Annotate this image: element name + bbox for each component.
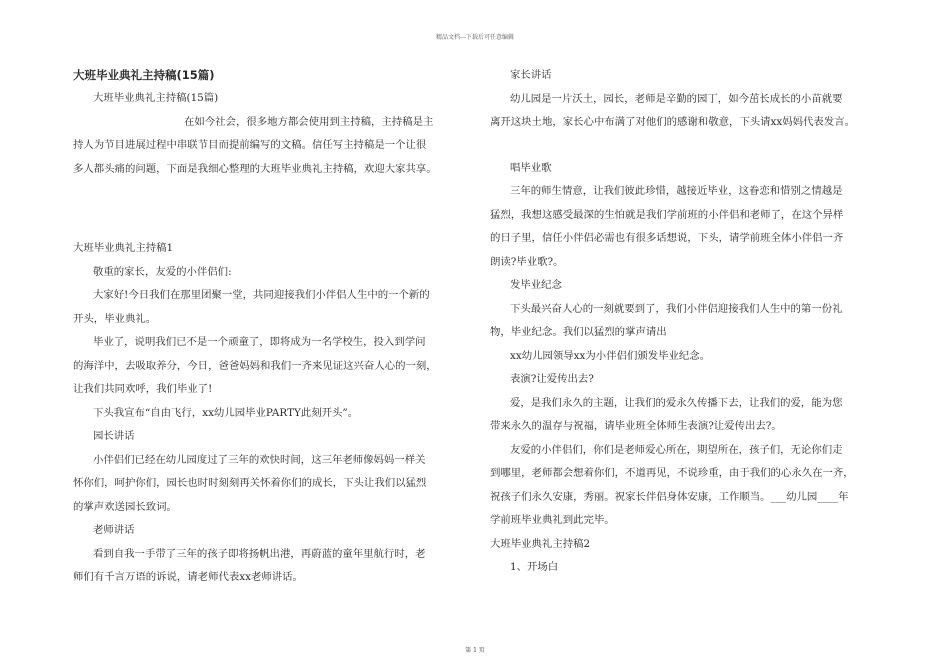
text-line: 在如今社会，很多地方都会使用到主持稿，主持稿是主 [184, 115, 434, 128]
text-line: 敬重的家长，友爱的小伴侣们: [93, 265, 232, 278]
text-line: 毕业了，说明我们已不是一个顽童了，即将成为一名学校生，投入到学问 [93, 336, 426, 348]
page-header: 精品文档---下载后可任意编辑 [435, 34, 515, 41]
text-line: 学前班毕业典礼到此完毕。 [490, 514, 615, 526]
text-line: 祝孩子们永久安康，秀丽。祝家长伴侣身体安康，工作顺当。___幼儿园____年 [490, 490, 849, 503]
document-title: 大班毕业典礼主持稿(15篇) [73, 68, 215, 82]
text-line: 家长讲话 [510, 69, 552, 81]
text-line: 带来永久的温存与祝福，请毕业班全体师生表演?让爱传出去?。 [490, 420, 782, 432]
text-line: 下头我宣布“自由飞行，xx幼儿园毕业PARTY此刻开头”。 [93, 406, 359, 419]
text-line: 看到自我一手带了三年的孩子即将扬帆出港，再蔚蓝的童年里航行时，老 [93, 547, 426, 560]
text-line: 发毕业纪念 [510, 279, 562, 291]
left-column [73, 64, 466, 590]
text-line: 下头最兴奋人心的一刻就要到了，我们小伴侣迎接我们人生中的第一份礼 [510, 302, 843, 315]
text-line: 师们有千言万语的诉说，请老师代表xx老师讲话。 [73, 571, 303, 583]
text-line: 爱，是我们永久的主题，让我们的爱永久传播下去，让我们的爱，能为您 [510, 396, 843, 409]
text-line: 幼儿园是一片沃土，园长，老师是辛勤的园丁，如今茁长成长的小苗就要 [510, 92, 843, 105]
text-line: 小伴侣们已经在幼儿园度过了三年的欢快时间，这三年老师像妈妈一样关 [93, 453, 426, 466]
text-line: 三年的师生情意，让我们彼此珍惜，越接近毕业，这眷恋和惜别之情越是 [510, 185, 843, 197]
right-column [490, 64, 885, 580]
text-line: 友爱的小伴侣们，你们是老师爱心所在，期望所在，孩子们，无论你们走 [510, 443, 843, 456]
text-line: 大班毕业典礼主持稿2 [490, 537, 591, 550]
text-line: 唱毕业歌 [510, 161, 552, 174]
spacer [73, 181, 466, 237]
text-line: 让我们共同欢呼，我们毕业了! [73, 383, 213, 395]
page-footer: 第 1 页 [465, 647, 485, 654]
text-line: 大班毕业典礼主持稿1 [73, 242, 174, 254]
text-line: 多人都头痛的问题，下面是我细心整理的大班毕业典礼主持稿，欢迎大家共享。 [73, 162, 437, 175]
text-line: 离开这块土地，家长心中布满了对他们的感谢和敬意，下头请xx妈妈代表发言。 [490, 116, 855, 128]
text-line: xx幼儿园领导xx为小伴侣们颁发毕业纪念。 [510, 349, 711, 362]
text-line: 老师讲话 [93, 524, 135, 536]
text-line: 持人为节目进展过程中串联节目而提前编写的文稿。信任写主持稿是一个让很 [73, 139, 427, 151]
text-line: 大家好!今日我们在那里团聚一堂，共同迎接我们小伴侣人生中的一个新的 [93, 289, 430, 301]
text-line: 的日子里，信任小伴侣必需也有很多话想说，下头，请学前班全体小伴侣一齐 [490, 232, 844, 244]
text-line: 开头，毕业典礼。 [73, 312, 157, 325]
text-line: 朗读?毕业歌?。 [490, 255, 564, 268]
text-line: 物，毕业纪念。我们以猛烈的掌声请出 [490, 326, 667, 338]
text-line: 怀你们，呵护你们，园长也时时刻刻再关怀着你们的成长，下头让我们以猛烈 [73, 477, 427, 489]
text-line: 大班毕业典礼主持稿(15篇) [93, 92, 219, 104]
spacer [490, 135, 885, 157]
text-line: 的海洋中，去吸取养分，今日，爸爸妈妈和我们一齐来见证这兴奋人心的一刻， [73, 359, 437, 372]
text-line: 到哪里，老师都会想着你们，不道再见，不说珍重，由于我们的心永久在一齐， [490, 467, 854, 479]
text-line: 园长讲话 [93, 430, 135, 442]
text-line: 表演?让爱传出去? [510, 373, 594, 385]
text-line: 1、开场白 [510, 561, 559, 573]
text-line: 的掌声欢送园长致词。 [73, 500, 177, 513]
text-line: 猛烈，我想这感受最深的生怕就是我们学前班的小伴侣和老师了，在这个异样 [490, 208, 844, 221]
